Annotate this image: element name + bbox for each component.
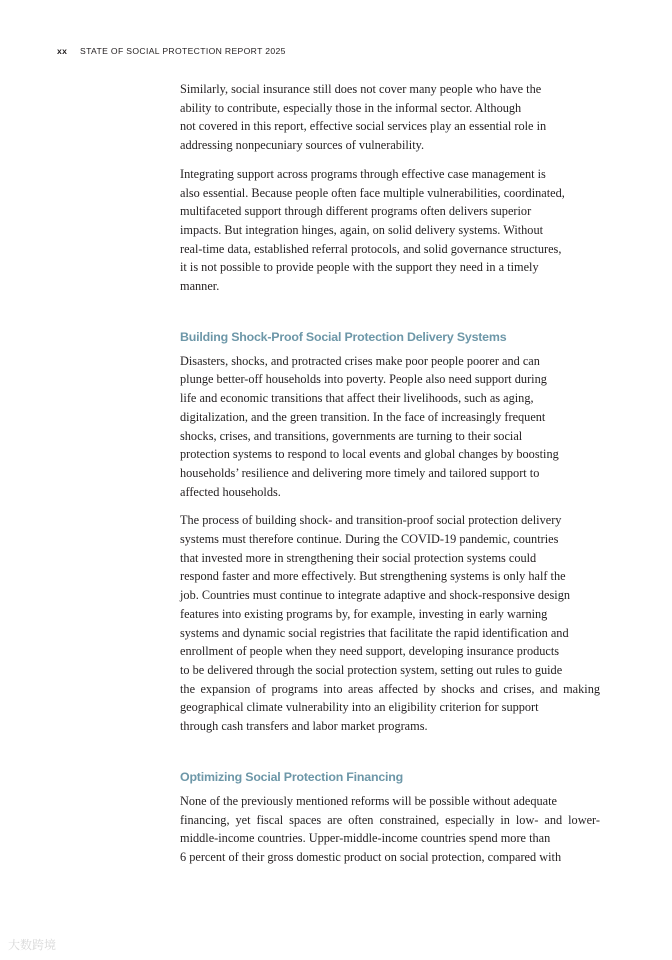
text-line: None of the previously mentioned reforms will be possible without adequate <box>180 793 558 808</box>
body-paragraph <box>180 792 600 867</box>
text-line: through cash transfers and labor market programs. <box>180 719 428 734</box>
text-line: financing, yet fiscal spaces are often constrained, especially in low- and lower- <box>180 812 600 827</box>
text-line: digitalization, and the green transition. In the face of increasingly frequent <box>180 409 546 424</box>
text-line: ability to contribute, especially those in the informal sector. Although <box>180 100 522 115</box>
watermark: 大数跨境 <box>8 938 57 952</box>
body-paragraph <box>180 165 600 296</box>
text-line: systems and dynamic social registries that facilitate the rapid identification and <box>180 625 569 640</box>
text-line: features into existing programs by, for example, investing in early warning <box>180 606 548 621</box>
text-line: that invested more in strengthening their social protection systems could <box>180 550 537 565</box>
text-line: impacts. But integration hinges, again, on solid delivery systems. Without <box>180 222 544 237</box>
text-line: affected households. <box>180 484 281 499</box>
text-line: systems must therefore continue. During the COVID-19 pandemic, countries <box>180 532 559 547</box>
text-line: respond faster and more effectively. But strengthening systems is only half the <box>180 569 566 584</box>
report-title: STATE OF SOCIAL PROTECTION REPORT 2025 <box>80 46 286 56</box>
text-line: Similarly, social insurance still does not cover many people who have the <box>180 82 542 96</box>
text-line: the expansion of programs into areas affected by shocks and crises, and making <box>180 681 600 696</box>
section-heading: Optimizing Social Protection Financing <box>180 769 404 784</box>
text-line: geographical climate vulnerability into an eligibility criterion for support <box>180 700 539 715</box>
body-paragraph <box>180 352 600 502</box>
body-paragraph <box>180 511 600 735</box>
text-line: it is not possible to provide people with the support they need in a timely <box>180 260 539 275</box>
text-line: 6 percent of their gross domestic product on social protection, compared with <box>180 849 562 864</box>
text-line: real-time data, established referral protocols, and solid governance structures, <box>180 241 562 256</box>
text-line: plunge better-off households into poverty. People also need support during <box>180 372 547 387</box>
text-line: to be delivered through the social protection system, setting out rules to guide <box>180 662 563 677</box>
page-number: xx <box>57 46 68 56</box>
text-line: job. Countries must continue to integrate adaptive and shock-responsive design <box>180 588 570 603</box>
text-line: addressing nonpecuniary sources of vulnerability. <box>180 138 425 153</box>
main-content <box>180 80 600 877</box>
text-line: life and economic transitions that affect their livelihoods, such as aging, <box>180 391 534 406</box>
running-header <box>57 46 286 56</box>
text-line: Disasters, shocks, and protracted crises make poor people poorer and can <box>180 353 540 368</box>
text-line: manner. <box>180 279 220 294</box>
section-heading: Building Shock-Proof Social Protection Delivery Systems <box>180 329 507 344</box>
text-line: Integrating support across programs through effective case management is <box>180 166 546 181</box>
text-line: middle-income countries. Upper-middle-income countries spend more than <box>180 831 551 846</box>
text-line: shocks, crises, and transitions, governments are turning to their social <box>180 428 523 443</box>
text-line: multifaceted support through different programs often delivers superior <box>180 204 532 219</box>
text-line: The process of building shock- and transition-proof social protection delivery <box>180 513 562 528</box>
body-paragraph <box>180 80 600 155</box>
text-line: not covered in this report, effective social services play an essential role in <box>180 119 547 134</box>
text-line: enrollment of people when they need support, developing insurance products <box>180 644 560 659</box>
text-line: also essential. Because people often face multiple vulnerabilities, coordinated, <box>180 185 565 200</box>
text-line: protection systems to respond to local events and global changes by boosting <box>180 447 559 462</box>
text-line: households’ resilience and delivering more timely and tailored support to <box>180 465 540 480</box>
